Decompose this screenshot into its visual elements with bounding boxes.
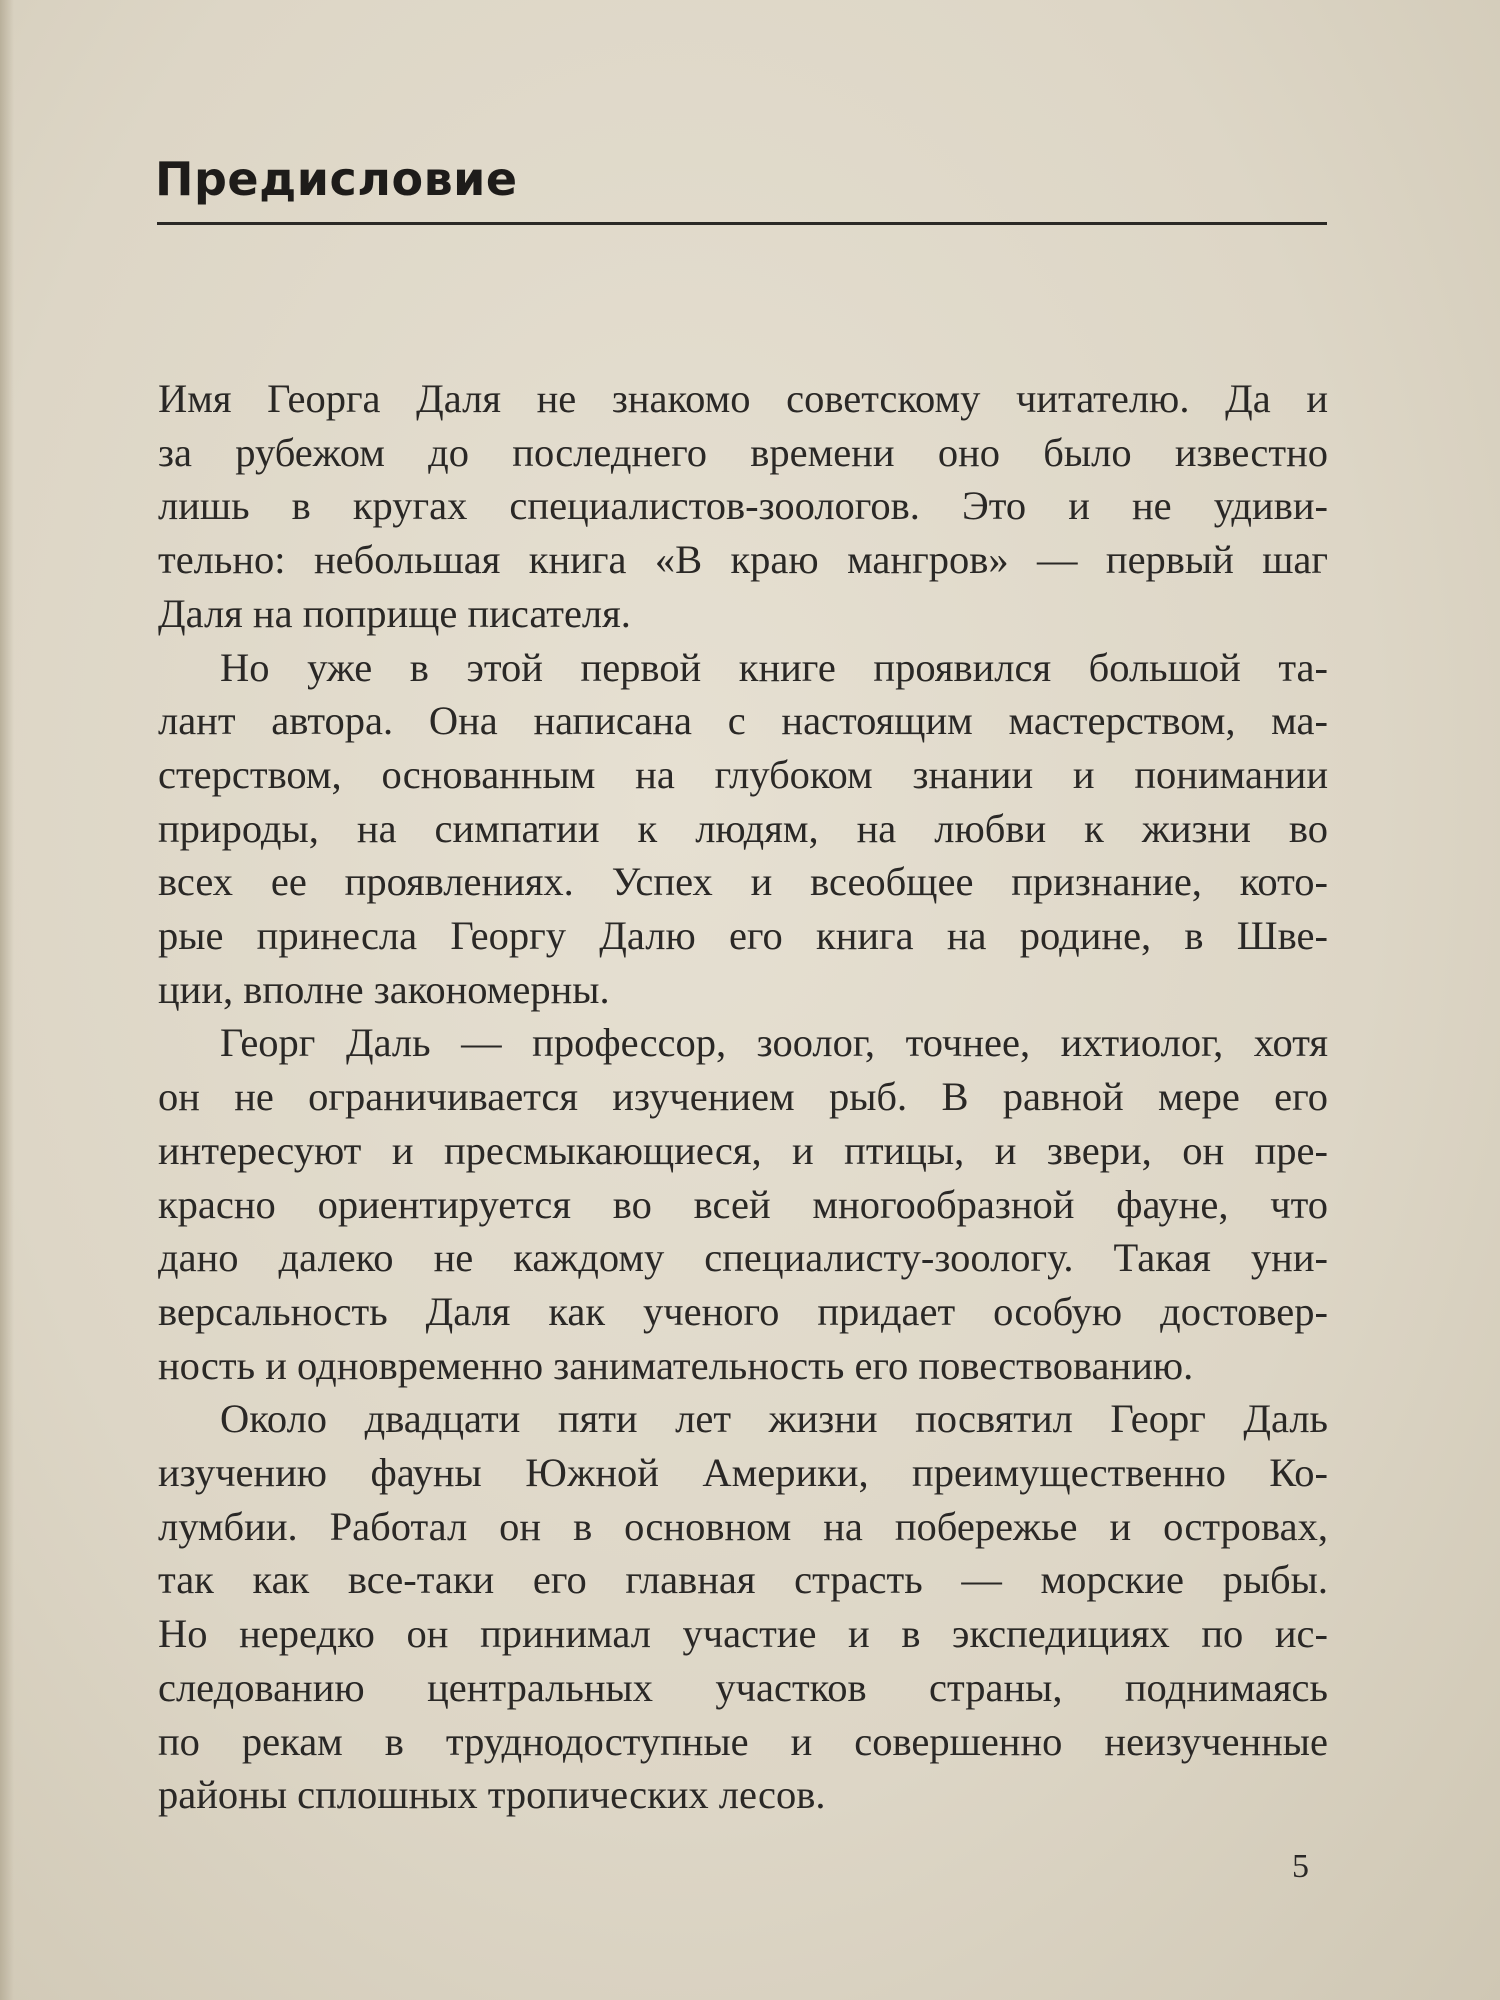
text-line: Георг Даль — профессор, зоолог, точнее, ихтиолог, хотя: [220, 1020, 1328, 1066]
text-line: красно ориентируется во всей многообразной фауне, что: [158, 1181, 1328, 1227]
text-line: версальность Даля как ученого придает особую достовер-: [158, 1288, 1328, 1334]
heading-rule: [157, 222, 1327, 225]
body-text: [158, 372, 1328, 1822]
text-line: ции, вполне закономерны.: [158, 966, 610, 1012]
paragraph: [158, 1392, 1328, 1822]
text-line: интересуют и пресмыкающиеся, и птицы, и звери, он пре-: [158, 1127, 1328, 1173]
text-line: он не ограничивается изучением рыб. В равной мере его: [158, 1074, 1328, 1120]
text-line: Даля на поприще писателя.: [158, 590, 631, 636]
text-line: Около двадцати пяти лет жизни посвятил Георг Даль: [220, 1396, 1328, 1442]
text-line: рые принесла Георгу Далю его книга на родине, в Шве-: [158, 913, 1328, 959]
text-line: лишь в кругах специалистов-зоологов. Это и не удиви-: [158, 483, 1328, 529]
text-line: Но уже в этой первой книге проявился большой та-: [220, 644, 1328, 690]
text-line: стерством, основанным на глубоком знании и понимании: [158, 751, 1328, 797]
paragraph: [158, 372, 1328, 641]
text-line: по рекам в труднодоступные и совершенно неизученные: [158, 1718, 1328, 1764]
text-line: тельно: небольшая книга «В краю мангров» — первый шаг: [158, 537, 1328, 583]
text-line: так как все-таки его главная страсть — морские рыбы.: [158, 1557, 1328, 1603]
page-gutter-shadow: [0, 0, 14, 2000]
text-line: Имя Георга Даля не знакомо советскому читателю. Да и: [158, 376, 1328, 421]
text-line: районы сплошных тропических лесов.: [158, 1772, 826, 1818]
text-line: природы, на симпатии к людям, на любви к жизни во: [158, 805, 1328, 851]
text-line: дано далеко не каждому специалисту-зоологу. Такая уни-: [158, 1235, 1328, 1281]
chapter-heading: Предисловие: [155, 152, 518, 206]
text-line: за рубежом до последнего времени оно было известно: [158, 429, 1328, 475]
text-line: следованию центральных участков страны, поднимаясь: [158, 1664, 1328, 1710]
page-number: 5: [1292, 1848, 1309, 1885]
text-line: лумбии. Работал он в основном на побережье и островах,: [158, 1503, 1328, 1549]
text-line: ность и одновременно занимательность его повествованию.: [158, 1342, 1194, 1388]
text-line: всех ее проявлениях. Успех и всеобщее признание, кото-: [158, 859, 1328, 905]
text-line: Но нередко он принимал участие и в экспедициях по ис-: [158, 1611, 1328, 1657]
paragraph: [158, 1016, 1328, 1392]
paragraph: [158, 641, 1328, 1017]
text-line: лант автора. Она написана с настоящим мастерством, ма-: [158, 698, 1328, 744]
text-line: изучению фауны Южной Америки, преимущественно Ко-: [158, 1450, 1328, 1496]
